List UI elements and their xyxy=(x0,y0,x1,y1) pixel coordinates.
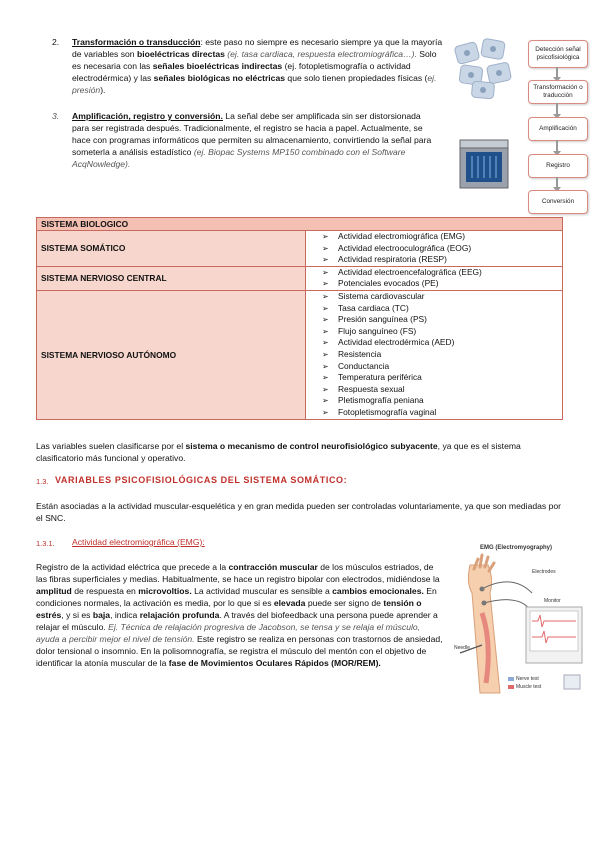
list-item: ➢ Potenciales evocados (PE) xyxy=(310,278,558,290)
paragraph-text: , ya que es el sistema clasificatorio más funcional y operativo. xyxy=(36,441,521,463)
list-item: ➢ Conductancia xyxy=(310,361,558,373)
paragraph-text: Registro de la actividad eléctrica que precede a la xyxy=(36,562,229,572)
legend-nerve-test: Nerve test xyxy=(516,676,539,682)
item2-paragraph xyxy=(72,36,447,96)
list-item: ➢ Presión sanguínea (PS) xyxy=(310,314,558,326)
section-number: 1.3. xyxy=(36,477,49,486)
paragraph-bold: tensión o estrés xyxy=(36,598,422,620)
item3-title: Amplificación, registro y conversión. xyxy=(72,111,223,121)
subsection-title: Actividad electromiográfica (EMG): xyxy=(72,537,205,547)
item3-number: 3. xyxy=(52,111,60,121)
list-item: ➢ Actividad electrooculográfica (EOG) xyxy=(310,243,558,255)
section-title xyxy=(55,475,347,485)
subsection-number: 1.3.1. xyxy=(36,539,55,548)
list-item: ➢ Sistema cardiovascular xyxy=(310,291,558,303)
list-item: ➢ Resistencia xyxy=(310,349,558,361)
paragraph-bold: relajación profunda xyxy=(139,610,220,620)
section-title-text: VARIABLES PSICOFISIOLÓGICAS DEL SISTEMA SOMÁTICO xyxy=(55,475,344,485)
system-variables xyxy=(306,231,563,267)
flow-step-deteccion: Detección señal psicofisiológica xyxy=(528,40,588,68)
list-item: ➢ Actividad electrodérmica (AED) xyxy=(310,337,558,349)
list-item: ➢ Actividad respiratoria (RESP) xyxy=(310,254,558,266)
flow-step-conversion: Conversión xyxy=(528,190,588,214)
electrode-pads-image xyxy=(452,36,520,104)
system-variables xyxy=(306,290,563,419)
legend-muscle-test: Muscle test xyxy=(516,684,542,690)
list-item: ➢ Actividad electromiográfica (EMG) xyxy=(310,231,558,243)
paragraph-bold: contracción muscular xyxy=(228,562,318,572)
flow-step-amplificacion: Amplificación xyxy=(528,117,588,141)
label-needle: Needle xyxy=(454,645,470,651)
label-electrodes: Electrodes xyxy=(532,569,556,575)
paragraph-text: La actividad muscular es sensible a xyxy=(191,586,333,596)
paragraph-bold: elevada xyxy=(273,598,306,608)
biopac-device-image xyxy=(456,136,514,194)
item3-italic: (ej. Biopac Systems MP150 combinado con el Software AcqNowledge). xyxy=(72,147,406,169)
item2-bold: señales biológicas no eléctricas xyxy=(153,73,286,83)
label-monitor: Monitor xyxy=(544,598,561,604)
flow-step-transformacion: Transformación o traducción xyxy=(528,80,588,104)
list-item: ➢ Actividad electroencefalográfica (EEG) xyxy=(310,267,558,279)
item2-text: ). xyxy=(100,85,106,95)
item2-title: Transformación o transducción xyxy=(72,37,201,47)
table-row xyxy=(37,266,563,290)
paragraph-text: En condiciones normales, la activación es media, por lo que si es xyxy=(36,586,437,608)
biological-systems-table xyxy=(36,217,563,420)
item2-text: : este paso no siempre es necesario siempre ya que la mayoría de variables son xyxy=(72,37,443,59)
paragraph-text: Este registro se realiza en personas con trastornos de ansiedad, dolor tensional o insomnio. En la polisomnografía, se registra el músculo del mentón con el objetivo de identificar la atonía muscular de la xyxy=(36,634,443,668)
list-item: ➢ Respuesta sexual xyxy=(310,384,558,396)
emg-figure-title: EMG (Electromyography) xyxy=(480,545,553,551)
table-row xyxy=(37,231,563,267)
table-row xyxy=(37,290,563,419)
emg-paragraph xyxy=(36,561,444,669)
paragraph-text: de respuesta en xyxy=(71,586,139,596)
item3-paragraph xyxy=(72,110,434,170)
system-name: SISTEMA NERVIOSO AUTÓNOMO xyxy=(37,290,306,419)
paragraph-text: . A través del biofeedback una persona puede aprender a relajar el músculo. xyxy=(36,610,438,632)
item2-text: Solo es necesaria con las xyxy=(72,49,437,71)
paragraph-text: de los músculos estriados, de las fibras superficiales y medias. Habitualmente, se hace un registro bipolar con electrodos, midiéndose la xyxy=(36,562,440,584)
item2-text: (ej. fotopletismografía o actividad electrodérmica) y las xyxy=(72,61,411,83)
somatic-paragraph: Están asociadas a la actividad muscular-esquelética y en gran medida pueden ser controladas voluntariamente, ya que son mediadas por el SNC. xyxy=(36,501,562,523)
paragraph-text: puede ser signo de xyxy=(305,598,384,608)
list-item: ➢ Temperatura periférica xyxy=(310,372,558,384)
paragraph-bold: cambios emocionales. xyxy=(332,586,424,596)
classification-paragraph xyxy=(36,440,563,464)
flow-arrow xyxy=(556,140,558,152)
section-title-colon: : xyxy=(343,475,348,485)
list-item: ➢ Fotopletismografía vaginal xyxy=(310,407,558,419)
paragraph-bold: sistema o mecanismo de control neurofisiológico subyacente xyxy=(185,441,438,451)
list-item: ➢ Tasa cardiaca (TC) xyxy=(310,303,558,315)
paragraph-bold: microvoltios. xyxy=(138,586,192,596)
flow-step-registro: Registro xyxy=(528,154,588,178)
item3-text: La señal debe ser amplificada sin ser distorsionada para ser registrada después. Tradicionalmente, el registro se hacia a papel. Actualmente, se hace con programas informáticos que permiten su almacenamiento, convirtiendo la señal para someterla a análisis estadístico xyxy=(72,111,432,157)
item2-number: 2. xyxy=(52,37,60,47)
list-item: ➢ Pletismografía peniana xyxy=(310,395,558,407)
flow-arrow xyxy=(556,177,558,188)
emg-figure xyxy=(452,545,586,697)
item2-text: que solo tienen propiedades físicas ( xyxy=(285,73,428,83)
system-variables xyxy=(306,266,563,290)
table-header-row xyxy=(37,218,563,231)
flow-arrow xyxy=(556,103,558,115)
paragraph-bold: amplitud xyxy=(36,586,72,596)
item2-italic: (ej. tasa cardiaca, respuesta electromiográfica…). xyxy=(224,49,417,59)
system-name: SISTEMA SOMÁTICO xyxy=(37,231,306,267)
paragraph-text: Las variables suelen clasificarse por el xyxy=(36,441,186,451)
paragraph-text: , y si es xyxy=(61,610,93,620)
paragraph-italic: Ej. Técnica de relajación progresiva de Jacobson, se tensa y se relaja el músculo, ayuda a percibir mejor el nivel de tensión. xyxy=(36,622,421,644)
list-item: ➢ Flujo sanguíneo (FS) xyxy=(310,326,558,338)
flow-arrow xyxy=(556,67,558,78)
item2-bold: bioeléctricas directas xyxy=(136,49,225,59)
item2-bold: señales bioeléctricas indirectas xyxy=(152,61,283,71)
system-name: SISTEMA NERVIOSO CENTRAL xyxy=(37,266,306,290)
item2-italic: ej. presión xyxy=(72,73,437,95)
paragraph-text: , indica xyxy=(110,610,140,620)
paragraph-bold: fase de Movimientos Oculares Rápidos (MOR/REM). xyxy=(168,658,381,668)
table-header: SISTEMA BIOLOGICO xyxy=(37,218,563,231)
paragraph-bold: baja xyxy=(92,610,111,620)
